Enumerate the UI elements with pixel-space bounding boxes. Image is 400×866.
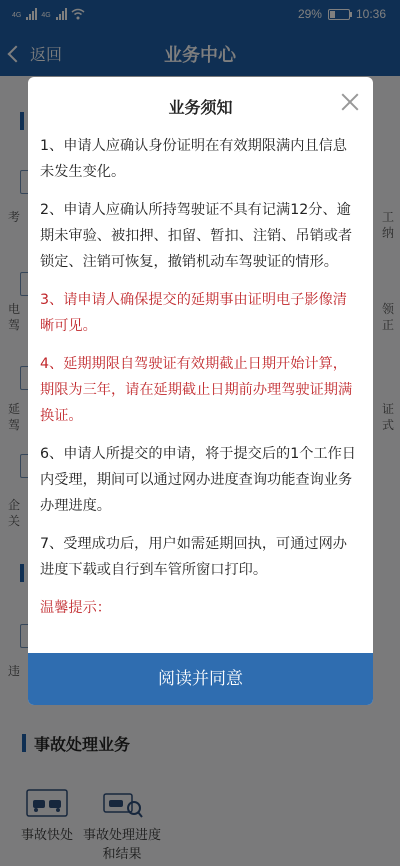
notice-paragraph-6: 6、申请人所提交的申请，将于提交后的1个工作日内受理，期间可以通过网办进度查询功能查询业务办理进度。 — [40, 446, 356, 514]
notice-paragraph-1: 1、申请人应确认身份证明在有效期限满内且信息未发生变化。 — [40, 138, 347, 180]
business-notice-dialog — [28, 77, 373, 705]
close-icon[interactable] — [341, 93, 359, 111]
read-and-agree-button[interactable]: 阅读并同意 — [28, 653, 373, 705]
warm-tip-label: 温馨提示： — [40, 600, 111, 616]
notice-paragraph-2: 2、申请人应确认所持驾驶证不具有记满12分、逾期未审验、被扣押、扣留、暂扣、注销、吊销或者锁定、注销可恢复，撤销机动车驾驶证的情形。 — [40, 202, 353, 270]
notice-paragraph-3: 3、请申请人确保提交的延期事由证明电子影像清晰可见。 — [40, 292, 347, 334]
notice-paragraph-4: 4、延期期限自驾驶证有效期截止日期开始计算，期限为三年，请在延期截止日期前办理驾驶证期满换证。 — [40, 356, 353, 424]
dialog-body — [40, 133, 361, 621]
dialog-title: 业务须知 — [168, 98, 233, 117]
notice-paragraph-7: 7、受理成功后，用户如需延期回执，可通过网办进度下载或自行到车管所窗口打印。 — [40, 536, 347, 578]
